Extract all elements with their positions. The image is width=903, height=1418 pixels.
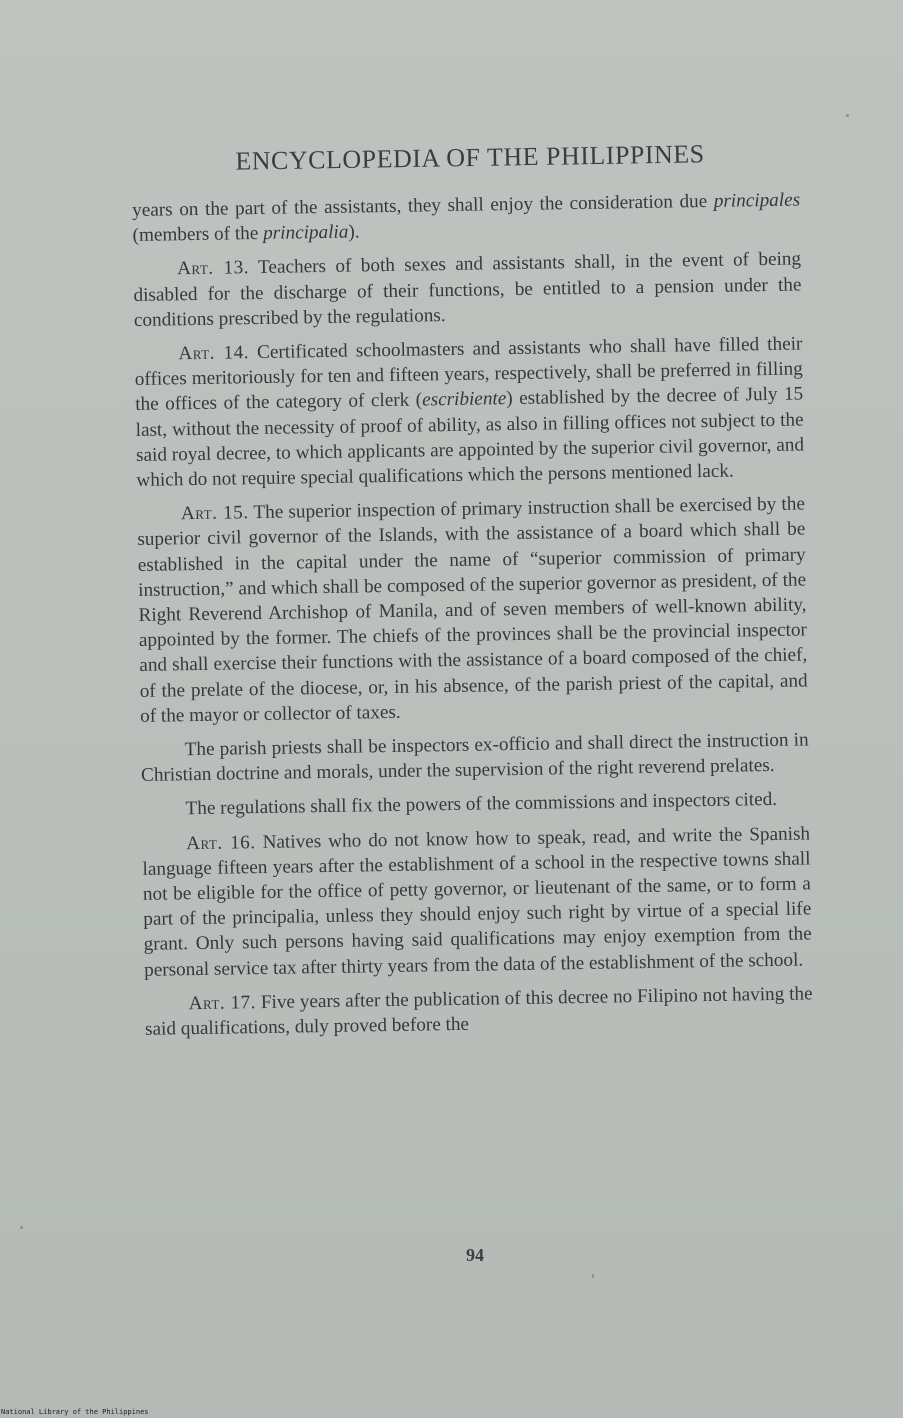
paragraph [142,821,812,983]
paragraph [141,787,809,823]
paper-speck [592,1274,594,1278]
body-text [132,188,813,1052]
paragraph [144,981,813,1042]
paragraph-text: The regulations shall fix the powers of the commissions and inspectors cited. [185,789,778,820]
paragraph-text: ). [348,221,360,243]
paragraph-text: The superior inspection of primary instruction shall be exercised by the superior civil governor of the Islands, with the assistance of a board which shall be established in the capital under the name of “superior commission of primary instruction,” and which shall be composed of the superior governor as president, of the Right Reverend Archishop of Manila, and of seven members of well-known ability, appointed by the former. The chiefs of the provinces shall be the provincial inspector and shall exercise their functions with the assistance of a board composed of the chief, of the prelate of the diocese, or, in his absence, of the parish priest of the capital, and of the mayor or collector of taxes. [137,493,808,727]
footer-credit: National Library of the Philippines [1,1408,149,1416]
paragraph-text: Certificated schoolmasters and assistants who shall have filled their offices meritoriously for ten and fifteen years, respectively, shall be preferred in filling the offices of the category of clerk ( [134,333,803,416]
italic-term: escribiente [421,388,507,411]
paragraph-text: (members of the [132,223,264,247]
paragraph-text: Five years after the publication of this decree no Filipino not having the said qualifications, duly proved before the [144,983,813,1040]
article-number: Art. 13. [176,257,250,280]
article-number: Art. 17. [188,992,257,1015]
article-number: Art. 16. [185,831,256,854]
paragraph [132,188,801,249]
running-header: ENCYCLOPEDIA OF THE PHILIPPINES [235,139,705,176]
article-number: Art. 14. [178,342,250,365]
paragraph-text: The parish priests shall be inspectors ex-officio and shall direct the instruction in Christian doctrine and morals, under the supervision of the right reverend prelates. [140,729,809,787]
paragraph [137,492,808,729]
paragraph [134,332,804,494]
paragraph-text: ) established by the decree of July 15 last, without the necessity of proof of ability, as also in filling offices not subject to the said royal decree, to which applicants are appointed by the superior civil governor, and which do not require special qualifications which the persons mentioned lack. [135,383,805,491]
paragraph [140,728,809,789]
paragraph-text: years on the part of the assistants, they shall enjoy the consideration due [132,190,714,221]
paper-speck [20,1226,23,1229]
paragraph-text: Teachers of both sexes and assistants shall, in the event of being disabled for the discharge of their functions, be entitled to a pension under the conditions prescribed by the regulations. [133,248,802,331]
paper-speck [846,114,849,117]
page-number: 94 [466,1245,484,1265]
article-number: Art. 15. [180,502,249,525]
paragraph-text: Natives who do not know how to speak, read, and write the Spanish language fifteen years after the establishment of a school in the respective towns shall not be eligible for the office of petty governor, or lieutenant of the same, or to form a part of the principalia, unless they should enjoy such right by virtue of a special life grant. Only such persons having said qualifications may enjoy exemption from the personal service tax after thirty years from the data of the establishment of the school. [142,823,812,981]
paragraph [133,247,802,333]
italic-term: principales [713,189,801,212]
italic-term: principalia [262,221,349,245]
